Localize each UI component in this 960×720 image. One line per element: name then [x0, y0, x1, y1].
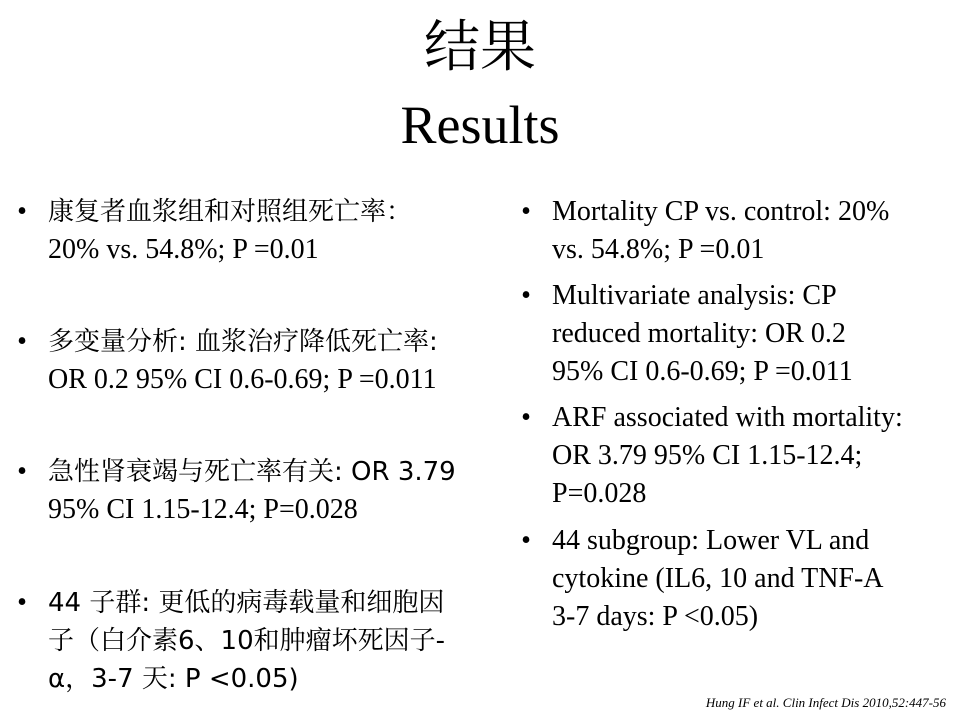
bullet-line: vs. 54.8%; P =0.01 — [552, 234, 765, 265]
right-bullet-multivariate — [514, 277, 960, 391]
citation-reference: Hung IF et al. Clin Infect Dis 2010,52:447-56 — [705, 695, 946, 710]
bullet-line: 子（白介素6、10和肿瘤坏死因子- — [48, 626, 446, 656]
bullet-dot: • — [521, 196, 531, 227]
left-bullet-arf — [10, 453, 530, 529]
bullet-line: 多变量分析: 血浆治疗降低死亡率: — [48, 327, 438, 357]
bullet-line: OR 0.2 95% CI 0.6-0.69; P =0.011 — [48, 364, 437, 395]
bullet-line: 44 子群: 更低的病毒载量和细胞因 — [48, 588, 445, 618]
bullet-line: P=0.028 — [552, 478, 647, 509]
left-bullet-subgroup — [10, 584, 530, 698]
bullet-line: cytokine (IL6, 10 and TNF-A — [552, 563, 884, 594]
slide-title-english: Results — [400, 95, 560, 155]
bullet-line: 44 subgroup: Lower VL and — [552, 525, 870, 556]
bullet-dot: • — [521, 525, 531, 556]
right-bullet-subgroup — [514, 522, 960, 636]
bullet-line: α，3-7 天: P <0.05) — [48, 664, 299, 694]
bullet-line: 20% vs. 54.8%; P =0.01 — [48, 234, 319, 265]
right-bullet-arf — [514, 399, 960, 513]
bullet-line: Mortality CP vs. control: 20% — [552, 196, 890, 227]
bullet-line: OR 3.79 95% CI 1.15-12.4; — [552, 440, 863, 471]
bullet-line: 急性肾衰竭与死亡率有关: OR 3.79 — [48, 457, 456, 487]
left-bullet-multivariate — [10, 323, 530, 399]
bullet-line: ARF associated with mortality: — [552, 402, 903, 433]
bullet-line: Multivariate analysis: CP — [552, 280, 837, 311]
bullet-line: 95% CI 1.15-12.4; P=0.028 — [48, 494, 358, 525]
right-bullet-mortality — [514, 193, 960, 269]
left-bullet-mortality — [10, 193, 530, 269]
bullet-dot: • — [521, 280, 531, 311]
bullet-line: 康复者血浆组和对照组死亡率： — [48, 197, 413, 227]
bullet-dot: • — [17, 456, 27, 487]
bullet-line: 3-7 days: P <0.05) — [552, 601, 759, 632]
bullet-line: reduced mortality: OR 0.2 — [552, 318, 846, 349]
bullet-dot: • — [17, 587, 27, 618]
bullet-dot: • — [17, 326, 27, 357]
bullet-line: 95% CI 0.6-0.69; P =0.011 — [552, 356, 853, 387]
bullet-dot: • — [17, 196, 27, 227]
bullet-dot: • — [521, 402, 531, 433]
slide-title-chinese: 结果 — [424, 15, 536, 80]
